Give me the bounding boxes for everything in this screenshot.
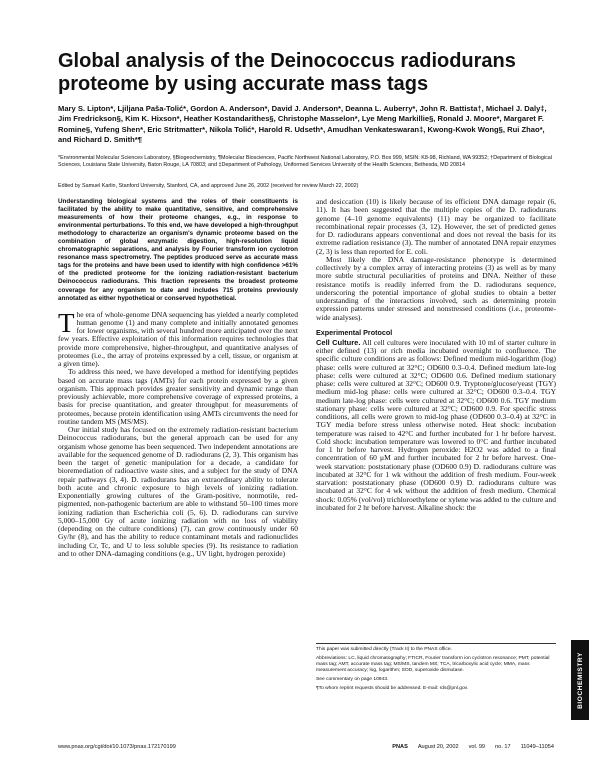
journal-name: PNAS — [392, 744, 408, 750]
section-heading-experimental-protocol: Experimental Protocol — [316, 327, 393, 337]
volume: vol. 99 — [468, 744, 486, 750]
intro-paragraph-1-text: he era of whole-genome DNA sequencing has yielded a nearly completed human genome (1) and many complete and initially annotated genomes for lower organisms, with several hundred more anticipated over the next few years. Effective exploitation of this information requires technologies that provide more comprehensive, higher-throughput, and quantitative analyses of proteomes (i.e., the array of proteins expressed by a cell, tissue, or organism at a given time). — [58, 309, 298, 369]
intro-paragraph-5: Most likely the DNA damage-resistance phenotype is determined collectively by a complex array of interacting proteins (3) as well as by many more subtle structural peculiarities of proteins and DNA. Neither of these resistance motifs is readily inferred from the D. radiodurans sequence, underscoring the potential importance of global studies to obtain a better understanding of the interactions involved, such as determining protein expression patterns under stressed and nonstressed conditions (i.e., proteome-wide analyses). — [316, 254, 556, 322]
issue-number: no. 17 — [495, 744, 511, 750]
footnotes — [316, 643, 556, 694]
author-list: Mary S. Lipton*, Ljiljana Paša-Tolić*, Gordon A. Anderson*, David J. Anderson*, Deanna L. Auberry*, John R. Battista†, Michael J. Daly‡, Jim Fredrickson§, Kim K. Hixson*, Heather Kostandarithes§, Christophe Masselon*, Lye Meng Markillie§, Ronald J. Moore*, Margaret F. Romine§, Yufeng Shen*, Eric Stritmatter*, Nikola Tolić*, Harold R. Udseth*, Amudhan Venkateswaran‡, Kwong-Kwok Wong§, Rui Zhao*, and Richard D. Smith*¶ — [58, 104, 547, 145]
article-title: Global analysis of the Deinococcus radiodurans proteome by using accurate mass tags — [58, 50, 516, 95]
abstract: Understanding biological systems and the roles of their constituents is facilitated by the ability to make quantitative, sensitive, and comprehensive measurements of how their proteome changes, e.g., in response to environmental perturbations. To this end, we have developed a high-throughput methodology to characterize an organism's dynamic proteome based on the combination of global enzymatic digestion, high-resolution liquid chromatographic separations, and analysis by Fourier transform ion cyclotron resonance mass spectrometry. The peptides produced serve as accurate mass tags for the proteins and have been used to identify with high confidence >61% of the predicted proteome for the ionizing radiation-resistant bacterium Deinococcus radiodurans. This fraction represents the broadest proteome coverage for any organism to date and includes 715 proteins previously annotated as either hypothetical or conserved hypothetical. — [58, 198, 298, 302]
footnote-submission: This paper was submitted directly (Track II) to the PNAS office. — [316, 647, 452, 652]
cell-culture-text: All cell cultures were inoculated with 10 ml of starter culture in either defined (13) or rich media incubated overnight to confluence. The specific culture conditions are as follows: Defined medium mid-logarithm (log) phase: cells were cultured at 32°C; OD600 0.3–0.4. Defined medium late-log phase: cells were cultured at 32°C; OD600 0.6. Defined medium stationary phase: cells were cultured at 32°C; OD600 0.9. Tryptone/glucose/yeast (TGY) medium mid-log phase: cells were cultured at 32°C; OD600 0.3–0.4. TGY medium late-log phase: cells were cultured at 32°C; OD600 0.6. TGY medium stationary phase: cells were cultured at 32°C; OD600 0.9. For specific stress conditions, all cells were grown to mid-log phase (OD600 0.3–0.4) at 32°C in TGY media before stress unless otherwise noted. Heat shock: incubation temperature was raised to 42°C and further incubated for 1 hr before harvest. Cold shock: incubation temperature was lowered to 0°C and further incubated for 1 hr before harvest. Hydrogen peroxide: H2O2 was added to a final concentration of 60 μM and further incubated for 2 hr before harvest. One-week starvation: poststationary phase (OD600 0.9) D. radiodurans culture was incubated at 32°C for 1 wk without the addition of fresh medium. Four-week starvation: poststationary phase (OD600 0.9) D. radiodurans culture was incubated at 32°C for 4 wk without the addition of fresh medium. Chemical shock: 0.05% (vol/vol) trichloroethylene or xylene was added to the culture and incubated for 2 hr before harvest. Alkaline shock: the — [316, 337, 556, 512]
side-tab-label: BIOCHEMISTRY — [576, 651, 584, 709]
left-column — [58, 198, 298, 558]
edited-by-line: Edited by Samuel Karlin, Stanford University, Stanford, CA, and approved June 26, 2002 (received for review March 22, 2002) — [58, 183, 359, 189]
footnote-correspondence: ¶To whom reprint requests should be addressed. E-mail: rds@pnl.gov. — [316, 685, 469, 691]
journal-footer — [392, 744, 554, 750]
drop-cap: T — [58, 307, 75, 338]
section-side-tab — [571, 640, 589, 720]
page-range: 11049–11054 — [520, 744, 554, 750]
cell-culture-paragraph — [316, 339, 556, 512]
intro-paragraph-2: To address this need, we have developed a method for identifying peptides based on accurate mass tags (AMTs) for each protein expressed by a given organism. This approach provides greater sensitivity and dynamic range than previously achievable, more comprehensive coverage of expressed proteins, a basis for precise quantitation, and greater throughput for measurements of proteomes, because protein identification using AMTs circumvents the need for routine tandem MS (MS/MS). — [58, 367, 298, 426]
doi-link[interactable]: www.pnas.org/cgi/doi/10.1073/pnas.172170199 — [58, 744, 176, 750]
issue-date: August 20, 2002 — [417, 744, 459, 750]
intro-paragraph-1 — [58, 307, 298, 369]
footnote-commentary: See commentary on page 10943. — [316, 676, 389, 682]
footnote-abbreviations: Abbreviations: LC, liquid chromatography; FTICR, Fourier transform ion cyclotron resonance; PMT, potential mass tag; AMT, accurate mass tag; MS/MS, tandem MS; TCA, tricarboxylic acid cycle; MMA, mass measurement accuracy; log, logarithm; SOD, superoxide dismutase. — [316, 655, 550, 674]
affiliations: *Environmental Molecular Sciences Laboratory, §Biogeochemistry, ¶Molecular Biosciences, Pacific Northwest National Laboratory, P.O. Box 999, MSIN: K8-98, Richland, WA 99352; †Department of Biological Sciences, Louisiana State University, Baton Rouge, LA 70803; and ‡Department of Pathology, Uniformed Services University of the Health Sciences, Bethesda, MD 20814 — [58, 155, 552, 169]
intro-paragraph-4: and desiccation (10) is likely because of its efficient DNA damage repair (6, 11). It has been suggested that the multiple copies of the D. radiodurans genome (4–10 genome equivalents) (11) may be organized to facilitate recombinational repair processes (3, 12). However, the set of predicted genes for D. radiodurans appears conventional and does not reveal the basis for its extreme radiation resistance (3). The number of annotated DNA repair enzymes (2, 3) is less than reported for E. coli. — [316, 197, 556, 256]
right-column — [316, 198, 556, 512]
intro-paragraph-3: Our initial study has focused on the extremely radiation-resistant bacterium Deinococcus radiodurans, but the general approach can be used for any organism whose genome has been sequenced. Two independent annotations are available for the sequenced genome of D. radiodurans (2, 3). This organism has been the target of genetic manipulation for a decade, a candidate for bioremediation of radioactive waste sites, and a subject for the study of DNA repair pathways (3, 4). D. radiodurans has an extraordinary ability to tolerate both acute and chronic exposure to high levels of ionizing radiation. Exponentially growing cultures of the Gram-positive, nonmotile, red-pigmented, non-pathogenic bacterium are able to withstand 50–100 times more ionizing radiation than Escherichia coli (5, 6). D. radiodurans can survive 5,000–15,000 Gy of acute ionizing radiation with no loss of viability (depending on the culture conditions) (7), can grow continuously under 60 Gy/hr (8), and has the ability to reduce contaminant metals and radionuclides including Cr, Tc, and U to less soluble species (9). Its resistance to radiation and to other DNA-damaging conditions (e.g., UV light, hydrogen peroxide) — [58, 425, 298, 558]
run-in-heading-cell-culture: Cell Culture. — [316, 337, 361, 347]
